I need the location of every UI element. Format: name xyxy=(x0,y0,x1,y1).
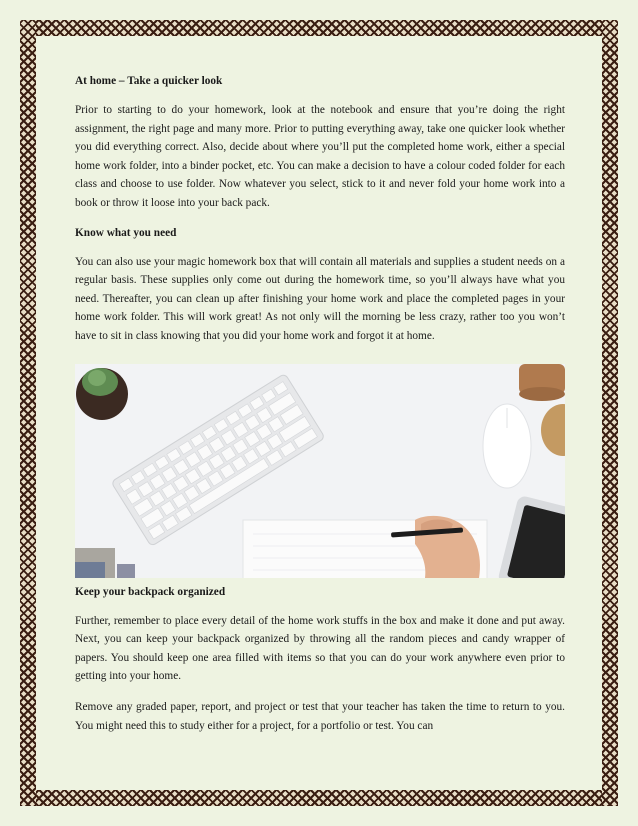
border-right xyxy=(602,20,618,806)
wooden-cup-icon xyxy=(519,364,565,401)
section-paragraph: Remove any graded paper, report, and project or test that your teacher has taken the time to return to you. You might need this to study either for a project, for a portfolio or test. You can xyxy=(75,700,565,732)
border-bottom xyxy=(20,790,618,806)
mouse-icon xyxy=(483,404,531,488)
section-heading: Keep your backpack organized xyxy=(75,585,226,598)
succulent-plant-icon xyxy=(76,368,128,420)
section-heading: Know what you need xyxy=(75,226,177,239)
desk-photo xyxy=(75,364,565,578)
border-left xyxy=(20,20,36,806)
border-top xyxy=(20,20,618,36)
desk-illustration xyxy=(75,364,565,578)
section-paragraph: Prior to starting to do your homework, look at the notebook and ensure that you’re doing the right assignment, the right page and many more. Prior to putting everything away, take one quicker look whether you did everything correct. Also, decide about where you’ll put the completed home work, either a special home work folder, into a binder pocket, etc. You can make a decision to have a colour coded folder for each class and choose to use folder. Now whatever you select, stick to it and never fold your home work into a book or throw it loose into your back pack. xyxy=(75,104,565,209)
section-heading: At home – Take a quicker look xyxy=(75,75,223,87)
section-paragraph: You can also use your magic homework box that will contain all materials and supplies a student needs on a regular basis. These supplies only come out during the homework time, so you’ll always have what you need. Thereafter, you can clean up after finishing your home work and place the completed pages in your home work folder. This will work great! As not only will the morning be less crazy, rather too you won’t have to sit in class knowing that you did your home work and forgot it at home. xyxy=(75,255,565,342)
section-paragraph: Further, remember to place every detail of the home work stuffs in the box and make it done and put away. Next, you can keep your backpack organized by throwing all the random pieces and candy wrapper of papers. You should keep one area filled with items so that you can do your work anywhere even prior to getting into your home. xyxy=(75,614,565,683)
